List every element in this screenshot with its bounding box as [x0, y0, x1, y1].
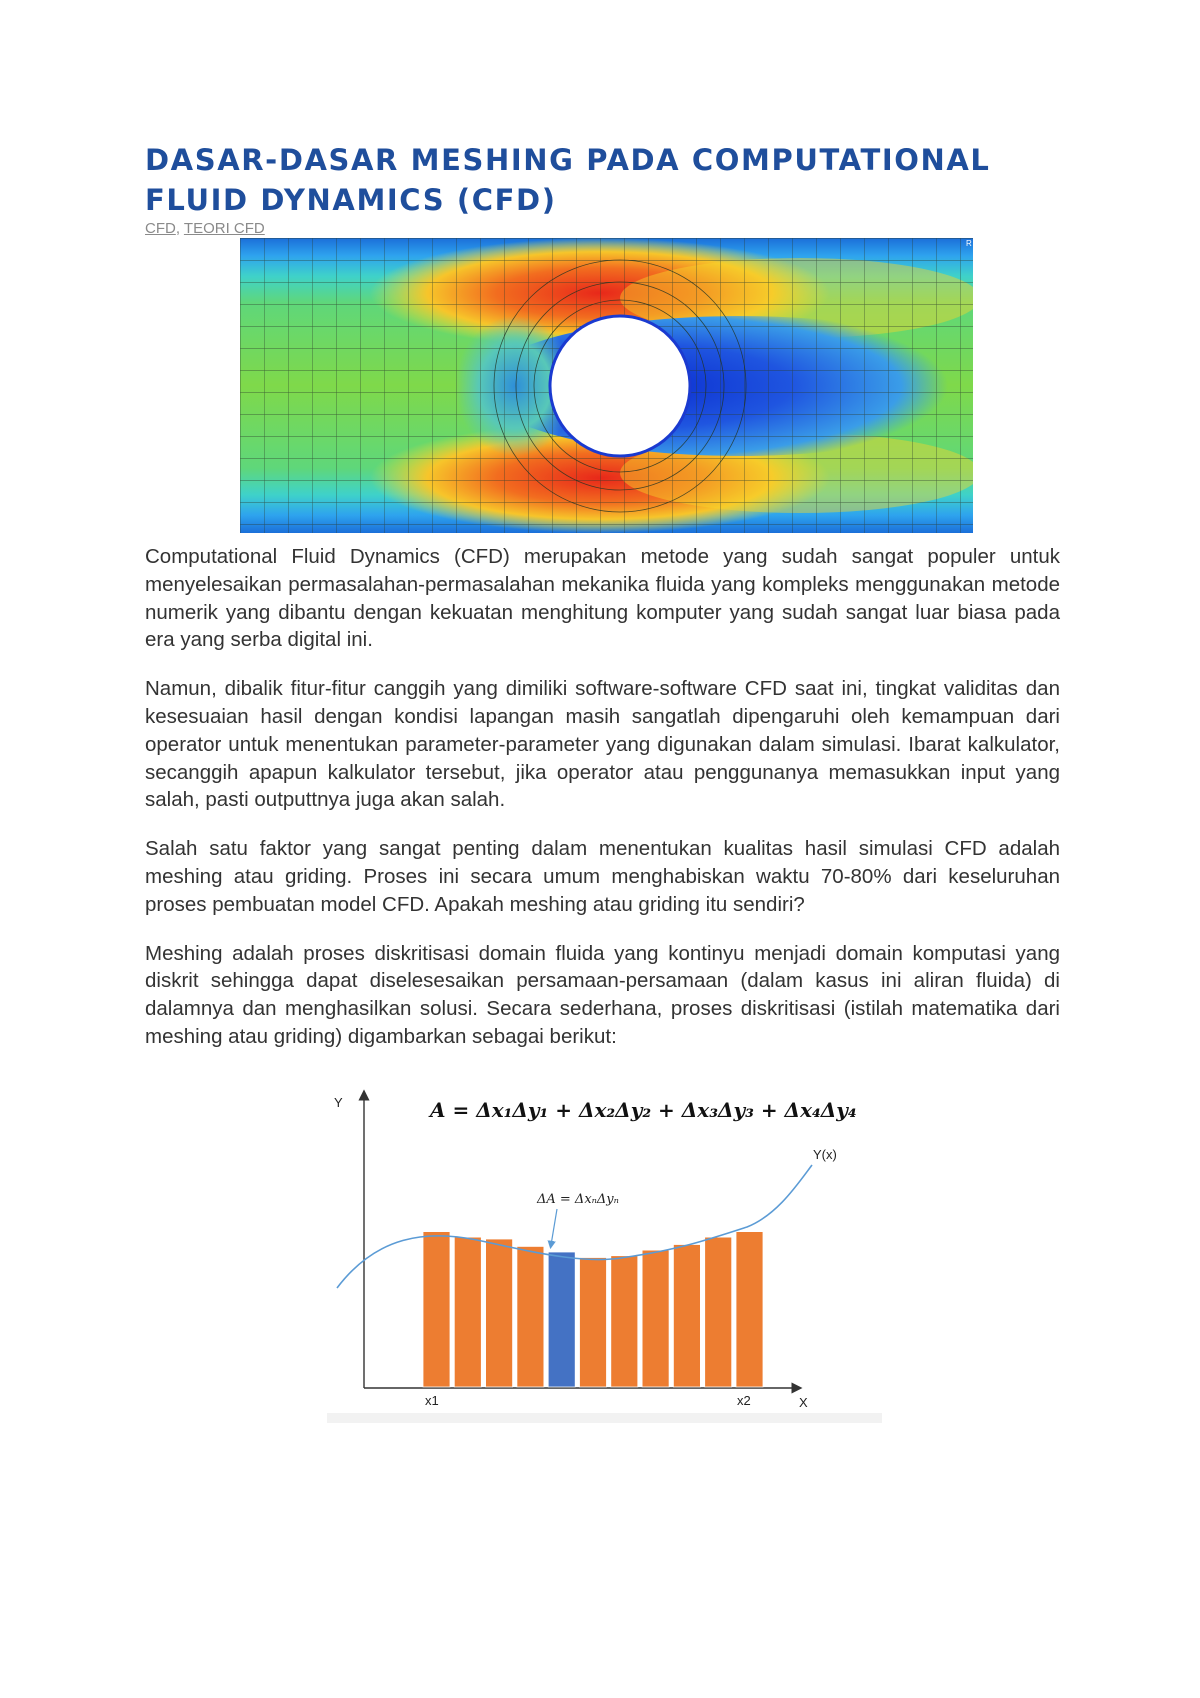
- delta-area-formula: ΔA = ΔxₙΔyₙ: [537, 1191, 619, 1207]
- hero-badge: R: [966, 239, 972, 248]
- bar: [642, 1250, 669, 1387]
- paragraph-2: Namun, dibalik fitur-fitur canggih yang dimiliki software-software CFD saat ini, tingkat validitas dan kesesuaian hasil dengan kondisi lapangan masih sangatlah dipengaruhi oleh kemampuan dari operator untuk menentukan parameter-parameter yang digunakan dalam simulasi. Ibarat kalkulator, secanggih apapun kalkulator tersebut, jika operator atau penggunanya memasukkan input yang salah, pasti outputtnya juga akan salah.: [145, 677, 1060, 812]
- x2-label: x2: [737, 1392, 751, 1408]
- x1-label: x1: [425, 1392, 439, 1408]
- bar: [517, 1246, 544, 1387]
- bar: [705, 1237, 732, 1387]
- curve-label: Y(x): [813, 1146, 837, 1162]
- category-links: [145, 220, 1060, 238]
- bar: [454, 1237, 481, 1387]
- category-link-cfd[interactable]: CFD: [145, 220, 176, 237]
- bar: [486, 1239, 513, 1387]
- bar-highlighted: [548, 1252, 575, 1387]
- area-formula: A = Δx₁Δy₁ + Δx₂Δy₂ + Δx₃Δy₃ + Δx₄Δy₄: [430, 1097, 857, 1122]
- bar: [673, 1244, 700, 1387]
- bar: [580, 1257, 607, 1387]
- category-link-teori-cfd[interactable]: TEORI CFD: [183, 220, 265, 237]
- bar: [423, 1231, 450, 1386]
- category-separator: ,: [175, 220, 184, 237]
- discretization-diagram: [327, 1085, 882, 1423]
- bar: [611, 1255, 638, 1386]
- paragraph-4: Meshing adalah proses diskritisasi domain fluida yang kontinyu menjadi domain komputasi yang diskrit sehingga dapat diselesesaikan persamaan-persamaan (dalam kasus ini aliran fluida) di dalamnya dan menghasilkan solusi. Secara sederhana, proses diskritisasi (istilah matematika dari meshing atau griding) digambarkan sebagai berikut:: [145, 941, 1060, 1048]
- cfd-mesh-image: [240, 238, 973, 533]
- x-axis-label: X: [799, 1394, 808, 1410]
- page-title: DASAR-DASAR MESHING PADA COMPUTATIONAL FLUID DYNAMICS (CFD): [145, 143, 991, 217]
- paragraph-1: Computational Fluid Dynamics (CFD) merupakan metode yang sudah sangat populer untuk menyelesaikan permasalahan-permasalahan mekanika fluida yang kompleks menggunakan metode numerik yang dibantu dengan kekuatan menghitung komputer yang sudah sangat luar biasa pada era yang serba digital ini.: [145, 545, 1060, 652]
- bar: [736, 1231, 763, 1386]
- paragraph-3: Salah satu faktor yang sangat penting dalam menentukan kualitas hasil simulasi CFD adalah meshing atau griding. Proses ini secara umum menghabiskan waktu 70-80% dari keseluruhan proses pembuatan model CFD. Apakah meshing atau griding itu sendiri?: [145, 837, 1060, 916]
- article: [145, 140, 1060, 1423]
- y-axis-label: Y: [334, 1094, 343, 1110]
